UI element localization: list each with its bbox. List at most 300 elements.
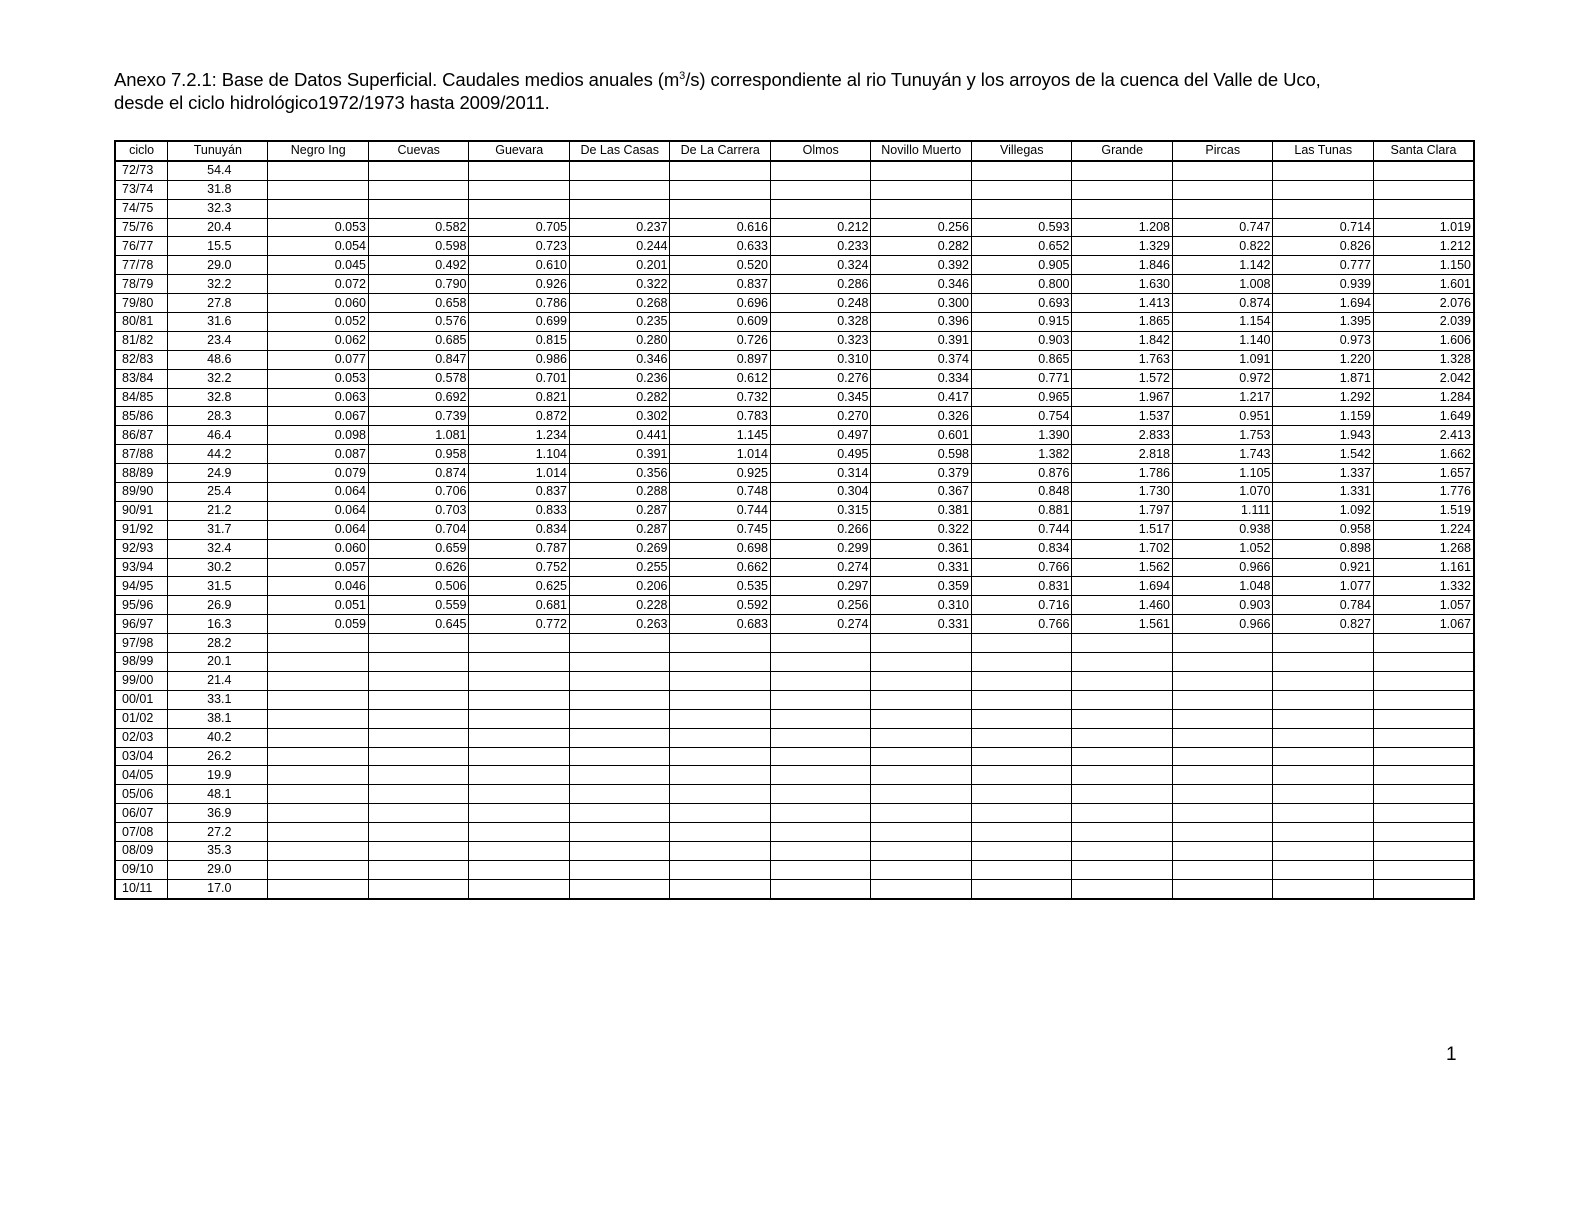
table-cell bbox=[268, 634, 369, 653]
table-cell bbox=[1172, 690, 1273, 709]
cycle-cell: 99/00 bbox=[115, 671, 168, 690]
table-cell bbox=[1373, 671, 1474, 690]
table-cell: 0.958 bbox=[1273, 520, 1374, 539]
table-cell bbox=[569, 747, 670, 766]
table-cell: 1.562 bbox=[1072, 558, 1173, 577]
table-cell: 21.2 bbox=[168, 501, 268, 520]
table-cell: 0.060 bbox=[268, 539, 369, 558]
table-cell bbox=[469, 747, 570, 766]
table-cell: 31.6 bbox=[168, 313, 268, 332]
table-cell bbox=[1273, 709, 1374, 728]
table-cell bbox=[871, 180, 972, 199]
table-cell bbox=[1273, 180, 1374, 199]
table-cell: 1.797 bbox=[1072, 501, 1173, 520]
table-cell bbox=[1172, 671, 1273, 690]
table-cell: 0.268 bbox=[569, 294, 670, 313]
table-cell bbox=[871, 823, 972, 842]
table-cell bbox=[569, 199, 670, 218]
table-cell: 0.752 bbox=[469, 558, 570, 577]
cycle-cell: 89/90 bbox=[115, 483, 168, 502]
table-cell: 0.057 bbox=[268, 558, 369, 577]
table-cell bbox=[368, 785, 469, 804]
table-cell: 1.730 bbox=[1072, 483, 1173, 502]
table-cell: 31.7 bbox=[168, 520, 268, 539]
table-cell bbox=[1072, 728, 1173, 747]
cycle-cell: 03/04 bbox=[115, 747, 168, 766]
table-cell: 17.0 bbox=[168, 879, 268, 898]
cycle-cell: 92/93 bbox=[115, 539, 168, 558]
table-cell: 1.763 bbox=[1072, 350, 1173, 369]
table-cell: 0.837 bbox=[670, 275, 771, 294]
table-cell: 0.701 bbox=[469, 369, 570, 388]
table-cell: 1.052 bbox=[1172, 539, 1273, 558]
table-cell: 0.263 bbox=[569, 615, 670, 634]
table-cell: 0.783 bbox=[670, 407, 771, 426]
table-cell: 0.633 bbox=[670, 237, 771, 256]
table-cell bbox=[1373, 690, 1474, 709]
table-cell bbox=[469, 804, 570, 823]
table-cell bbox=[268, 785, 369, 804]
table-cell: 0.520 bbox=[670, 256, 771, 275]
table-cell: 0.831 bbox=[971, 577, 1072, 596]
table-cell bbox=[871, 161, 972, 180]
table-cell: 1.865 bbox=[1072, 313, 1173, 332]
table-cell: 1.145 bbox=[670, 426, 771, 445]
table-cell bbox=[469, 634, 570, 653]
table-cell bbox=[569, 804, 670, 823]
table-cell bbox=[1273, 841, 1374, 860]
table-cell bbox=[368, 690, 469, 709]
table-cell: 0.331 bbox=[871, 558, 972, 577]
table-cell: 1.105 bbox=[1172, 464, 1273, 483]
table-cell bbox=[368, 161, 469, 180]
table-cell bbox=[871, 879, 972, 898]
column-header: Novillo Muerto bbox=[871, 141, 972, 161]
table-cell bbox=[569, 180, 670, 199]
table-cell: 0.693 bbox=[971, 294, 1072, 313]
table-cell bbox=[368, 634, 469, 653]
table-cell bbox=[268, 199, 369, 218]
table-cell bbox=[569, 653, 670, 672]
table-cell: 48.1 bbox=[168, 785, 268, 804]
table-cell: 1.967 bbox=[1072, 388, 1173, 407]
table-row bbox=[115, 690, 1474, 709]
table-cell: 1.048 bbox=[1172, 577, 1273, 596]
table-cell: 0.683 bbox=[670, 615, 771, 634]
table-cell: 0.744 bbox=[670, 501, 771, 520]
table-cell bbox=[770, 804, 871, 823]
table-cell bbox=[971, 690, 1072, 709]
table-cell: 0.786 bbox=[469, 294, 570, 313]
table-cell bbox=[1172, 180, 1273, 199]
table-cell bbox=[268, 823, 369, 842]
table-cell: 0.986 bbox=[469, 350, 570, 369]
table-cell: 0.345 bbox=[770, 388, 871, 407]
column-header: ciclo bbox=[115, 141, 168, 161]
table-row bbox=[115, 426, 1474, 445]
table-cell bbox=[569, 841, 670, 860]
cycle-cell: 95/96 bbox=[115, 596, 168, 615]
table-cell bbox=[1172, 879, 1273, 898]
column-header: Olmos bbox=[770, 141, 871, 161]
table-cell bbox=[1373, 709, 1474, 728]
table-cell bbox=[569, 634, 670, 653]
table-cell bbox=[268, 879, 369, 898]
cycle-cell: 74/75 bbox=[115, 199, 168, 218]
table-cell: 0.274 bbox=[770, 615, 871, 634]
table-cell: 0.784 bbox=[1273, 596, 1374, 615]
table-cell bbox=[1072, 860, 1173, 879]
table-cell: 1.943 bbox=[1273, 426, 1374, 445]
table-cell: 1.019 bbox=[1373, 218, 1474, 237]
table-cell: 20.4 bbox=[168, 218, 268, 237]
table-cell: 0.966 bbox=[1172, 615, 1273, 634]
table-cell: 28.2 bbox=[168, 634, 268, 653]
table-cell: 0.652 bbox=[971, 237, 1072, 256]
table-cell: 0.848 bbox=[971, 483, 1072, 502]
table-cell: 0.356 bbox=[569, 464, 670, 483]
table-cell: 0.748 bbox=[670, 483, 771, 502]
document-title bbox=[114, 68, 1474, 114]
table-cell bbox=[971, 841, 1072, 860]
table-cell bbox=[770, 634, 871, 653]
table-cell: 0.610 bbox=[469, 256, 570, 275]
table-cell: 1.292 bbox=[1273, 388, 1374, 407]
table-cell: 1.662 bbox=[1373, 445, 1474, 464]
table-cell bbox=[670, 653, 771, 672]
table-cell bbox=[871, 653, 972, 672]
table-cell: 0.704 bbox=[368, 520, 469, 539]
table-cell bbox=[569, 671, 670, 690]
table-cell bbox=[1373, 860, 1474, 879]
table-cell: 0.739 bbox=[368, 407, 469, 426]
table-cell bbox=[1072, 747, 1173, 766]
cycle-cell: 81/82 bbox=[115, 331, 168, 350]
table-cell: 1.871 bbox=[1273, 369, 1374, 388]
table-cell: 1.460 bbox=[1072, 596, 1173, 615]
column-header: Grande bbox=[1072, 141, 1173, 161]
table-cell bbox=[770, 879, 871, 898]
table-cell bbox=[1273, 747, 1374, 766]
table-cell: 0.626 bbox=[368, 558, 469, 577]
table-row bbox=[115, 709, 1474, 728]
table-row bbox=[115, 558, 1474, 577]
table-cell bbox=[670, 709, 771, 728]
table-cell bbox=[1373, 653, 1474, 672]
table-cell: 0.079 bbox=[268, 464, 369, 483]
table-cell: 1.561 bbox=[1072, 615, 1173, 634]
table-cell: 40.2 bbox=[168, 728, 268, 747]
cycle-cell: 80/81 bbox=[115, 313, 168, 332]
table-cell: 0.790 bbox=[368, 275, 469, 294]
table-cell bbox=[1072, 634, 1173, 653]
table-cell: 1.159 bbox=[1273, 407, 1374, 426]
table-cell: 1.284 bbox=[1373, 388, 1474, 407]
table-cell: 27.2 bbox=[168, 823, 268, 842]
table-cell: 2.042 bbox=[1373, 369, 1474, 388]
table-cell bbox=[971, 671, 1072, 690]
table-cell: 1.601 bbox=[1373, 275, 1474, 294]
table-row bbox=[115, 256, 1474, 275]
cycle-cell: 96/97 bbox=[115, 615, 168, 634]
cycle-cell: 72/73 bbox=[115, 161, 168, 180]
table-cell: 0.212 bbox=[770, 218, 871, 237]
table-cell bbox=[368, 766, 469, 785]
table-cell bbox=[1072, 199, 1173, 218]
table-cell bbox=[871, 634, 972, 653]
table-cell: 0.266 bbox=[770, 520, 871, 539]
table-row bbox=[115, 331, 1474, 350]
table-cell bbox=[268, 766, 369, 785]
cycle-cell: 90/91 bbox=[115, 501, 168, 520]
table-cell: 0.063 bbox=[268, 388, 369, 407]
table-cell bbox=[971, 747, 1072, 766]
table-cell: 20.1 bbox=[168, 653, 268, 672]
table-cell: 1.212 bbox=[1373, 237, 1474, 256]
table-cell bbox=[670, 860, 771, 879]
table-cell: 0.297 bbox=[770, 577, 871, 596]
table-cell: 0.286 bbox=[770, 275, 871, 294]
cycle-cell: 94/95 bbox=[115, 577, 168, 596]
table-cell: 0.659 bbox=[368, 539, 469, 558]
table-cell: 0.322 bbox=[871, 520, 972, 539]
table-cell: 0.334 bbox=[871, 369, 972, 388]
title-line2: desde el ciclo hidrológico1972/1973 hasta 2009/2011. bbox=[114, 92, 550, 113]
table-cell bbox=[971, 709, 1072, 728]
table-cell bbox=[1273, 653, 1374, 672]
table-cell: 0.965 bbox=[971, 388, 1072, 407]
table-cell bbox=[1072, 671, 1173, 690]
table-cell: 0.053 bbox=[268, 218, 369, 237]
table-cell bbox=[1172, 199, 1273, 218]
table-row bbox=[115, 483, 1474, 502]
cycle-cell: 01/02 bbox=[115, 709, 168, 728]
table-cell: 1.092 bbox=[1273, 501, 1374, 520]
table-cell bbox=[1273, 823, 1374, 842]
table-cell bbox=[1172, 709, 1273, 728]
table-cell: 0.236 bbox=[569, 369, 670, 388]
table-cell bbox=[368, 841, 469, 860]
table-cell: 0.601 bbox=[871, 426, 972, 445]
table-cell bbox=[268, 690, 369, 709]
table-cell: 1.081 bbox=[368, 426, 469, 445]
table-cell: 0.958 bbox=[368, 445, 469, 464]
table-cell: 0.576 bbox=[368, 313, 469, 332]
table-cell: 1.337 bbox=[1273, 464, 1374, 483]
table-cell bbox=[871, 860, 972, 879]
table-cell: 0.874 bbox=[1172, 294, 1273, 313]
table-cell: 0.874 bbox=[368, 464, 469, 483]
table-cell: 35.3 bbox=[168, 841, 268, 860]
table-cell bbox=[670, 785, 771, 804]
table-cell: 32.8 bbox=[168, 388, 268, 407]
table-cell bbox=[971, 180, 1072, 199]
table-cell bbox=[1273, 804, 1374, 823]
cycle-cell: 06/07 bbox=[115, 804, 168, 823]
table-cell: 1.234 bbox=[469, 426, 570, 445]
table-cell: 0.314 bbox=[770, 464, 871, 483]
table-cell: 0.392 bbox=[871, 256, 972, 275]
table-cell: 0.346 bbox=[569, 350, 670, 369]
table-cell bbox=[1373, 823, 1474, 842]
table-cell bbox=[1172, 841, 1273, 860]
table-cell bbox=[1273, 199, 1374, 218]
table-row bbox=[115, 520, 1474, 539]
table-cell: 0.625 bbox=[469, 577, 570, 596]
table-cell bbox=[770, 841, 871, 860]
table-cell: 0.926 bbox=[469, 275, 570, 294]
table-cell: 0.506 bbox=[368, 577, 469, 596]
table-cell: 0.826 bbox=[1273, 237, 1374, 256]
table-cell: 0.872 bbox=[469, 407, 570, 426]
table-row bbox=[115, 747, 1474, 766]
table-cell: 16.3 bbox=[168, 615, 268, 634]
table-cell bbox=[469, 823, 570, 842]
table-cell: 1.104 bbox=[469, 445, 570, 464]
cycle-cell: 87/88 bbox=[115, 445, 168, 464]
table-cell bbox=[1273, 766, 1374, 785]
table-cell: 15.5 bbox=[168, 237, 268, 256]
table-cell bbox=[871, 766, 972, 785]
table-cell: 48.6 bbox=[168, 350, 268, 369]
table-cell: 24.9 bbox=[168, 464, 268, 483]
table-cell: 0.046 bbox=[268, 577, 369, 596]
table-cell: 1.091 bbox=[1172, 350, 1273, 369]
table-cell bbox=[670, 671, 771, 690]
table-cell: 1.649 bbox=[1373, 407, 1474, 426]
table-cell bbox=[1072, 180, 1173, 199]
table-cell: 2.039 bbox=[1373, 313, 1474, 332]
table-cell bbox=[569, 161, 670, 180]
table-cell: 2.818 bbox=[1072, 445, 1173, 464]
table-cell: 0.391 bbox=[871, 331, 972, 350]
table-cell: 0.685 bbox=[368, 331, 469, 350]
table-cell: 0.323 bbox=[770, 331, 871, 350]
cycle-cell: 77/78 bbox=[115, 256, 168, 275]
table-cell: 0.696 bbox=[670, 294, 771, 313]
table-cell: 1.142 bbox=[1172, 256, 1273, 275]
table-cell: 1.694 bbox=[1273, 294, 1374, 313]
table-row bbox=[115, 596, 1474, 615]
table-cell: 1.753 bbox=[1172, 426, 1273, 445]
table-cell: 0.228 bbox=[569, 596, 670, 615]
table-cell: 0.777 bbox=[1273, 256, 1374, 275]
table-cell: 0.706 bbox=[368, 483, 469, 502]
table-cell bbox=[469, 199, 570, 218]
table-cell: 1.537 bbox=[1072, 407, 1173, 426]
table-cell bbox=[569, 785, 670, 804]
table-cell bbox=[368, 879, 469, 898]
table-cell bbox=[1172, 860, 1273, 879]
title-line1-start: Anexo 7.2.1: Base de Datos Superficial. Caudales medios anuales (m bbox=[114, 69, 680, 90]
table-cell bbox=[1172, 728, 1273, 747]
table-cell bbox=[871, 841, 972, 860]
table-cell bbox=[469, 841, 570, 860]
table-cell: 0.827 bbox=[1273, 615, 1374, 634]
table-cell bbox=[971, 860, 1072, 879]
table-cell: 0.726 bbox=[670, 331, 771, 350]
table-cell: 0.302 bbox=[569, 407, 670, 426]
table-cell: 31.8 bbox=[168, 180, 268, 199]
cycle-cell: 85/86 bbox=[115, 407, 168, 426]
table-cell: 26.9 bbox=[168, 596, 268, 615]
table-cell: 0.255 bbox=[569, 558, 670, 577]
table-cell: 1.070 bbox=[1172, 483, 1273, 502]
table-cell bbox=[971, 823, 1072, 842]
table-cell bbox=[569, 766, 670, 785]
table-cell bbox=[268, 841, 369, 860]
table-cell: 0.698 bbox=[670, 539, 771, 558]
table-cell bbox=[1273, 690, 1374, 709]
table-cell: 0.593 bbox=[971, 218, 1072, 237]
cycle-cell: 73/74 bbox=[115, 180, 168, 199]
table-cell bbox=[469, 860, 570, 879]
table-cell: 0.787 bbox=[469, 539, 570, 558]
table-cell: 1.390 bbox=[971, 426, 1072, 445]
table-cell: 1.517 bbox=[1072, 520, 1173, 539]
cycle-cell: 04/05 bbox=[115, 766, 168, 785]
table-cell: 0.592 bbox=[670, 596, 771, 615]
cycle-cell: 83/84 bbox=[115, 369, 168, 388]
table-cell: 0.714 bbox=[1273, 218, 1374, 237]
column-header: Las Tunas bbox=[1273, 141, 1374, 161]
table-cell: 0.270 bbox=[770, 407, 871, 426]
table-cell: 0.256 bbox=[770, 596, 871, 615]
table-cell: 0.374 bbox=[871, 350, 972, 369]
table-cell: 0.903 bbox=[1172, 596, 1273, 615]
table-cell bbox=[1172, 804, 1273, 823]
table-cell: 0.282 bbox=[871, 237, 972, 256]
table-cell bbox=[770, 728, 871, 747]
table-cell bbox=[368, 709, 469, 728]
table-row bbox=[115, 823, 1474, 842]
table-cell: 38.1 bbox=[168, 709, 268, 728]
cycle-cell: 05/06 bbox=[115, 785, 168, 804]
table-cell: 1.519 bbox=[1373, 501, 1474, 520]
table-cell: 0.847 bbox=[368, 350, 469, 369]
table-cell: 1.329 bbox=[1072, 237, 1173, 256]
table-cell: 0.754 bbox=[971, 407, 1072, 426]
table-cell bbox=[268, 747, 369, 766]
table-cell: 0.256 bbox=[871, 218, 972, 237]
table-cell bbox=[770, 180, 871, 199]
table-cell: 1.657 bbox=[1373, 464, 1474, 483]
table-cell bbox=[1273, 671, 1374, 690]
table-cell: 30.2 bbox=[168, 558, 268, 577]
cycle-cell: 93/94 bbox=[115, 558, 168, 577]
table-cell: 0.535 bbox=[670, 577, 771, 596]
table-cell: 0.745 bbox=[670, 520, 771, 539]
table-row bbox=[115, 350, 1474, 369]
table-cell: 1.743 bbox=[1172, 445, 1273, 464]
table-cell bbox=[268, 860, 369, 879]
cycle-cell: 97/98 bbox=[115, 634, 168, 653]
table-row bbox=[115, 879, 1474, 898]
table-cell: 0.905 bbox=[971, 256, 1072, 275]
table-cell bbox=[569, 860, 670, 879]
table-cell bbox=[871, 747, 972, 766]
cycle-cell: 79/80 bbox=[115, 294, 168, 313]
table-cell bbox=[368, 860, 469, 879]
table-cell bbox=[268, 671, 369, 690]
table-cell bbox=[1273, 860, 1374, 879]
table-cell bbox=[871, 728, 972, 747]
table-cell: 23.4 bbox=[168, 331, 268, 350]
table-cell: 0.391 bbox=[569, 445, 670, 464]
table-cell bbox=[469, 690, 570, 709]
table-cell bbox=[1072, 653, 1173, 672]
table-cell: 32.2 bbox=[168, 369, 268, 388]
